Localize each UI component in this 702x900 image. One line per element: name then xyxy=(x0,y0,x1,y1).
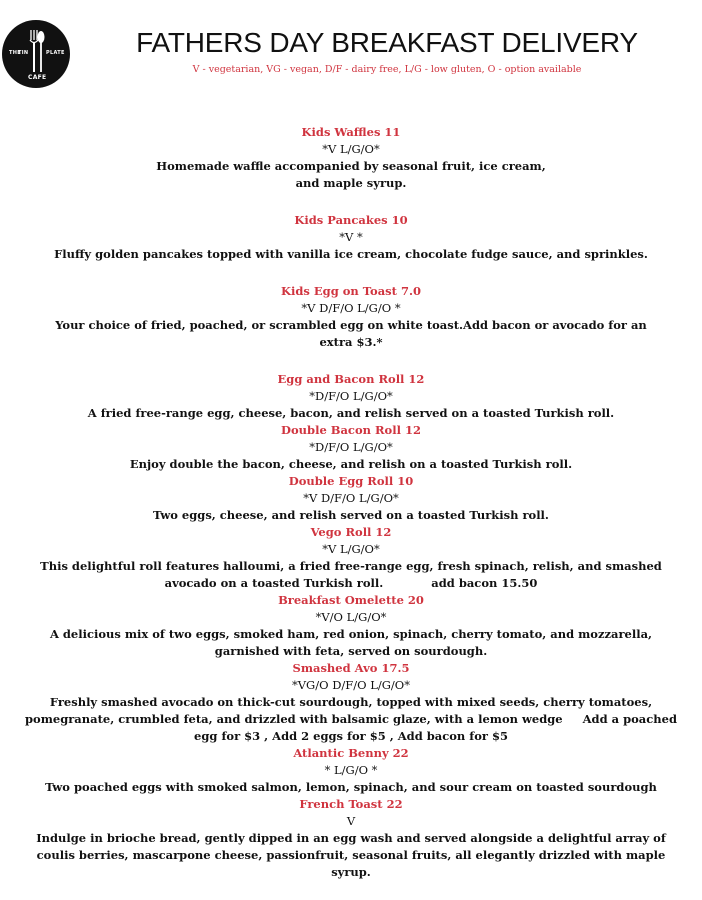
menu-item xyxy=(0,524,702,592)
description-line: extra $3.* xyxy=(319,335,383,349)
menu-item xyxy=(0,212,702,263)
logo-text-tin: TIN xyxy=(18,50,29,56)
menu-item-description xyxy=(0,158,702,192)
logo-text-cafe: CAFE xyxy=(28,74,47,81)
menu-item xyxy=(0,660,702,745)
menu-item-name: Atlantic Benny 22 xyxy=(293,746,409,760)
menu-item-description xyxy=(0,626,702,660)
menu-item-description xyxy=(0,507,702,524)
description-line: syrup. xyxy=(331,865,371,879)
menu-item xyxy=(0,371,702,422)
dietary-legend: V - vegetarian, VG - vegan, D/F - dairy free, L/G - low gluten, O - option available xyxy=(192,64,582,75)
menu-item xyxy=(0,745,702,796)
description-line: pomegranate, crumbled feta, and drizzled with balsamic glaze, with a lemon wedge Add a poached xyxy=(25,712,677,726)
menu-item xyxy=(0,124,702,192)
description-line: Freshly smashed avocado on thick-cut sourdough, topped with mixed seeds, cherry tomatoes, xyxy=(49,695,653,709)
menu-item-dietary-tags: *D/F/O L/G/O* xyxy=(309,440,393,454)
menu-item-description xyxy=(0,830,702,881)
menu-item-dietary-tags: *V/O L/G/O* xyxy=(315,610,387,624)
logo-text-the: THE xyxy=(9,50,21,56)
menu-item xyxy=(0,796,702,881)
description-line: A fried free-range egg, cheese, bacon, and relish served on a toasted Turkish roll. xyxy=(87,406,615,420)
menu-item-description xyxy=(0,694,702,745)
menu-item-description xyxy=(0,779,702,796)
menu-item-dietary-tags: *V D/F/O L/G/O* xyxy=(303,491,399,505)
description-line: A delicious mix of two eggs, smoked ham, red onion, spinach, cherry tomato, and mozzarella, xyxy=(49,627,653,641)
page-title: FATHERS DAY BREAKFAST DELIVERY xyxy=(136,27,638,58)
description-line: Two poached eggs with smoked salmon, lemon, spinach, and sour cream on toasted sourdough xyxy=(45,780,657,794)
description-line: Fluffy golden pancakes topped with vanilla ice cream, chocolate fudge sauce, and sprinkles. xyxy=(54,247,648,261)
menu-item-name: Smashed Avo 17.5 xyxy=(292,661,410,675)
description-line: coulis berries, mascarpone cheese, passionfruit, seasonal fruits, all elegantly drizzled with maple xyxy=(36,848,666,862)
fork-spoon-icon xyxy=(26,28,46,76)
menu-item-name: Kids Pancakes 10 xyxy=(294,213,408,227)
menu-item-name: Egg and Bacon Roll 12 xyxy=(277,372,425,386)
menu-item-description xyxy=(0,456,702,473)
menu-item-dietary-tags: *V L/G/O* xyxy=(322,542,380,556)
description-line: Indulge in brioche bread, gently dipped in an egg wash and served alongside a delightful array of xyxy=(36,831,666,845)
description-line: Enjoy double the bacon, cheese, and relish on a toasted Turkish roll. xyxy=(129,457,573,471)
menu-item-name: Vego Roll 12 xyxy=(310,525,392,539)
menu-item-name: French Toast 22 xyxy=(299,797,403,811)
description-line: egg for $3 , Add 2 eggs for $5 , Add bacon for $5 xyxy=(194,729,508,743)
menu-item xyxy=(0,283,702,351)
menu-item-description xyxy=(0,317,702,351)
menu-item-name: Double Bacon Roll 12 xyxy=(281,423,421,437)
description-line: This delightful roll features halloumi, a fried free-range egg, fresh spinach, relish, and smashed xyxy=(40,559,662,573)
cafe-logo xyxy=(2,20,70,88)
menu-item-description xyxy=(0,558,702,592)
description-line: Two eggs, cheese, and relish served on a toasted Turkish roll. xyxy=(153,508,549,522)
menu-item-description xyxy=(0,405,702,422)
menu-item-description xyxy=(0,246,702,263)
menu-item-dietary-tags: *V L/G/O* xyxy=(322,142,380,156)
description-line: Your choice of fried, poached, or scrambled egg on white toast.Add bacon or avocado for an xyxy=(55,318,647,332)
menu-item-dietary-tags: *D/F/O L/G/O* xyxy=(309,389,393,403)
menu-list xyxy=(0,124,702,881)
description-line: avocado on a toasted Turkish roll. add bacon 15.50 xyxy=(164,576,538,590)
logo-text-plate: PLATE xyxy=(46,50,65,56)
menu-item-dietary-tags: *V * xyxy=(339,230,363,244)
description-line: garnished with feta, served on sourdough. xyxy=(214,644,488,658)
menu-item xyxy=(0,422,702,473)
menu-item-dietary-tags: V xyxy=(346,814,356,828)
menu-item-dietary-tags: *V D/F/O L/G/O * xyxy=(301,301,401,315)
menu-item-name: Breakfast Omelette 20 xyxy=(278,593,424,607)
menu-item-name: Kids Waffles 11 xyxy=(301,125,401,139)
menu-item-dietary-tags: *VG/O D/F/O L/G/O* xyxy=(292,678,410,692)
menu-item-name: Double Egg Roll 10 xyxy=(288,474,414,488)
menu-item xyxy=(0,473,702,524)
description-line: and maple syrup. xyxy=(295,176,407,190)
description-line: Homemade waffle accompanied by seasonal fruit, ice cream, xyxy=(156,159,546,173)
menu-item xyxy=(0,592,702,660)
menu-item-name: Kids Egg on Toast 7.0 xyxy=(281,284,421,298)
menu-item-dietary-tags: * L/G/O * xyxy=(324,763,378,777)
